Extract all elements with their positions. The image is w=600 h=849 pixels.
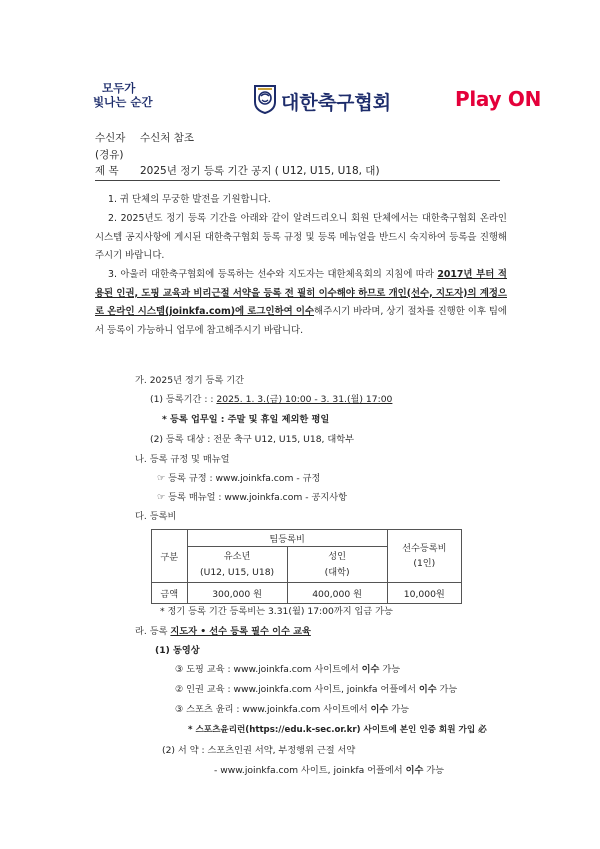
youth-header — [187, 547, 287, 583]
col-category: 구분 — [152, 530, 188, 583]
player-fee-label: 선수등록비 — [402, 543, 447, 554]
human-rights-education — [175, 684, 457, 696]
doping-text: ③ 도핑 교육 : www.joinkfa.com 사이트에서 — [175, 664, 362, 675]
business-days-note: * 등록 업무일 : 주말 및 휴일 제외한 평일 — [162, 414, 330, 425]
pledge-detail-text: - www.joinkfa.com 사이트, joinkfa 어플에서 — [214, 765, 406, 776]
adult-header — [287, 547, 387, 583]
registration-period-label: (1) 등록기간 : : — [150, 394, 217, 405]
fee-deadline-note: * 정기 등록 기간 등록비는 3.31(월) 17:00까지 입금 가능 — [160, 606, 393, 617]
doping-possible: 가능 — [379, 664, 401, 675]
youth-sub: (U12, U15, U18) — [200, 566, 275, 578]
paragraph-3-emphasis: 2017년 부터 적용된 인권, 도핑 교육과 비리근절 서약을 등록 전 필히 이수해야 하므로 개인(선수, 지도자)의 계정으로 온라인 시스템(joinkfa.com)에 로그인하여 이수 — [95, 269, 507, 317]
paragraph-3 — [95, 266, 507, 340]
ethics-text: ③ 스포츠 윤리 : www.joinkfa.com 사이트에서 — [175, 704, 371, 715]
sports-ethics — [175, 704, 409, 716]
player-fee-header — [387, 530, 461, 583]
via-label: (경유) — [95, 149, 124, 161]
rights-possible: 가능 — [436, 684, 458, 695]
play-on-logo — [455, 87, 541, 111]
youth-amount: 300,000 원 — [187, 583, 287, 604]
brand-play: Play — [455, 87, 502, 111]
video-heading — [155, 645, 200, 657]
doping-education — [175, 664, 400, 676]
rights-text: ② 인권 교육 : www.joinkfa.com 사이트, joinkfa 어플에서 — [175, 684, 419, 695]
amount-row-label: 금액 — [152, 583, 188, 604]
ethics-signup-note: * 스포츠윤리런(https://edu.k-sec.or.kr) 사이트에 본인 인증 회원 가입 必 — [188, 725, 487, 735]
youth-label: 유소년 — [223, 550, 251, 562]
via-row — [95, 149, 495, 162]
section-ra-title — [135, 626, 311, 638]
doping-complete: 이수 — [361, 664, 380, 675]
registration-period — [150, 394, 392, 406]
section-ga-title: 가. 2025년 정기 등록 기간 — [135, 375, 244, 386]
subject-rule — [95, 180, 500, 181]
rights-complete: 이수 — [418, 684, 437, 695]
subject-label: 제 목 — [95, 165, 119, 177]
registration-target: (2) 등록 대상 : 전문 축구 U12, U15, U18, 대학부 — [150, 434, 355, 445]
paragraph-1: 1. 귀 단체의 무궁한 발전을 기원합니다. — [108, 194, 271, 205]
adult-amount: 400,000 원 — [287, 583, 387, 604]
subject-value: 2025년 정기 등록 기간 공지 ( U12, U15, U18, 대) — [140, 165, 380, 177]
video-heading-text: (1) 동영상 — [155, 645, 200, 656]
fee-table — [151, 529, 462, 604]
brand-on: ON — [507, 87, 542, 111]
registration-period-value: 2025. 1. 3.(금) 10:00 - 3. 31.(월) 17:00 — [216, 394, 393, 405]
adult-sub: (대학) — [324, 566, 350, 578]
adult-label: 성인 — [328, 550, 346, 562]
registration-rule: ☞ 등록 규정 : www.joinkfa.com - 규정 — [157, 473, 321, 484]
ethics-complete: 이수 — [370, 704, 389, 715]
section-ra-title-a: 라. 등록 — [135, 626, 171, 637]
player-amount: 10,000원 — [387, 583, 461, 604]
paragraph-3-text-c: 해주시기 바라며, 상기 절차를 진행한 이후 팀에서 등록이 가능하니 업무에 참고해주시기 바랍니다. — [95, 306, 507, 336]
recipient-value: 수신처 참조 — [140, 132, 195, 144]
slogan-line-1: 모두가 — [102, 81, 136, 95]
slogan — [93, 81, 153, 109]
recipient-row — [95, 132, 495, 145]
recipient-label: 수신자 — [95, 132, 126, 144]
slogan-line-2: 빛나는 순간 — [93, 95, 153, 109]
ethics-possible: 가능 — [388, 704, 409, 715]
player-fee-sub: (1인) — [413, 558, 436, 569]
paragraph-2 — [95, 210, 507, 266]
org-name: 대한축구협회 — [281, 92, 392, 114]
section-ra-title-b: 지도자 • 선수 등록 필수 이수 교육 — [170, 626, 311, 637]
pledge-possible: 가능 — [423, 765, 445, 776]
paragraph-2-text: 2. 2025년도 정기 등록 기간을 아래와 같이 알려드리오니 회원 단체에서는 대한축구협회 온라인 시스템 공지사항에 게시된 대한축구협회 등록 규정 및 등록 메뉴얼을 반드시 숙지하여 등록을 진행해 주시기 바랍니다. — [95, 213, 507, 261]
pledge: (2) 서 약 : 스포츠인권 서약, 부정행위 근절 서약 — [162, 745, 356, 756]
registration-manual: ☞ 등록 매뉴얼 : www.joinkfa.com - 공지사항 — [157, 492, 347, 503]
section-da-title: 다. 등록비 — [135, 511, 177, 522]
kfa-emblem-icon — [253, 84, 277, 114]
pledge-complete: 이수 — [405, 765, 424, 776]
team-fee-header: 팀등록비 — [187, 530, 387, 547]
subject-row — [95, 165, 500, 178]
pledge-detail — [214, 765, 444, 777]
paragraph-3-text-a: 3. 아울러 대한축구협회에 등록하는 선수와 지도자는 대한체육회의 지침에 따라 — [108, 269, 438, 280]
section-na-title: 나. 등록 규정 및 매뉴얼 — [135, 454, 230, 465]
